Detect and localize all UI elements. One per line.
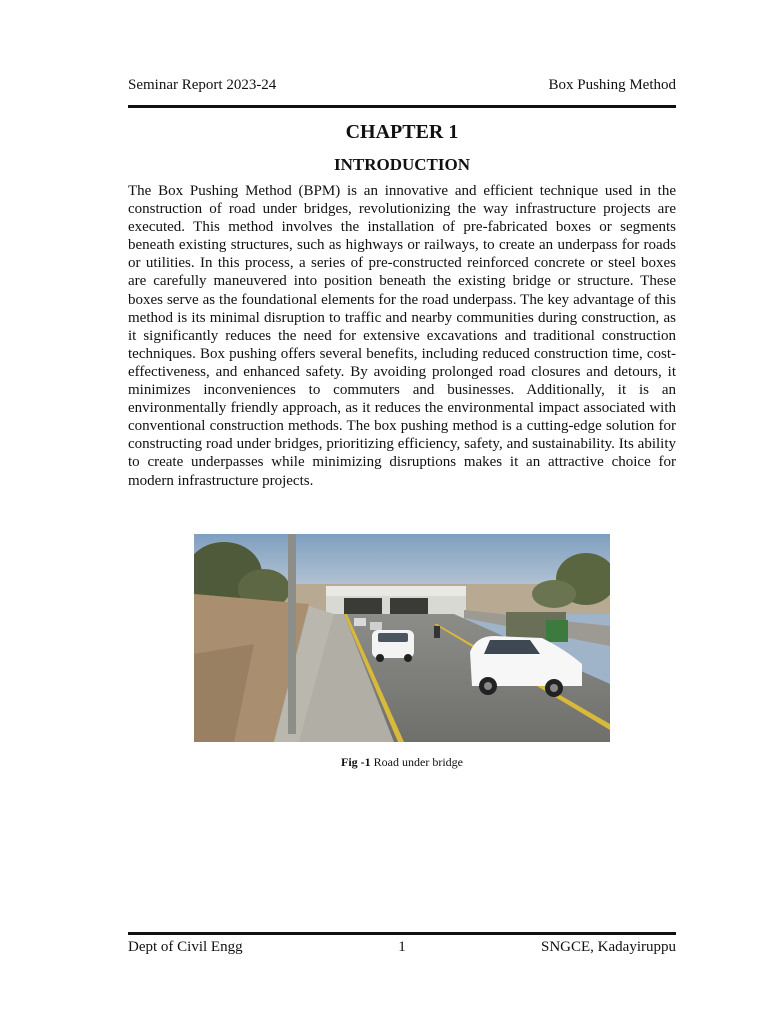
page-header — [128, 76, 676, 94]
footer-department: Dept of Civil Engg — [128, 939, 243, 955]
figure-caption-text: Road under bridge — [373, 755, 463, 769]
header-report-title: Seminar Report 2023-24 — [128, 77, 277, 93]
header-divider — [128, 105, 676, 108]
footer-divider — [128, 932, 676, 935]
page-number: 1 — [398, 939, 406, 955]
chapter-title: CHAPTER 1 — [345, 121, 459, 143]
figure-caption — [128, 755, 676, 769]
road-under-bridge-photo — [194, 534, 610, 742]
page-footer — [128, 938, 676, 956]
footer-institution: SNGCE, Kadayiruppu — [541, 939, 676, 955]
header-topic: Box Pushing Method — [548, 77, 676, 93]
section-title: INTRODUCTION — [333, 155, 471, 174]
figure-caption-label: Fig -1 — [341, 755, 371, 769]
introduction-paragraph: The Box Pushing Method (BPM) is an innovative and efficient technique used in the construction of road under bridges, revolutionizing the way infrastructure projects are executed. This method involves the installation of pre-fabricated boxes or segments beneath existing structures, such as highways or railways, to create an underpass for roads or utilities. In this process, a series of pre-constructed reinforced concrete or steel boxes are carefully maneuvered into position beneath the existing bridge or structure. These boxes serve as the foundational elements for the road underpass. The key advantage of this method is its minimal disruption to traffic and nearby communities during construction, as it significantly reduces the need for extensive excavations and traditional construction techniques. Box pushing offers several benefits, including reduced construction time, cost-effectiveness, and enhanced safety. By avoiding prolonged road closures and detours, it minimizes inconveniences to commuters and businesses. Additionally, it is an environmentally friendly approach, as it reduces the environmental impact associated with conventional construction methods. The box pushing method is a cutting-edge solution for constructing road under bridges, prioritizing efficiency, safety, and sustainability. Its ability to create underpasses while minimizing disruptions makes it an attractive choice for modern infrastructure projects. — [128, 183, 676, 489]
